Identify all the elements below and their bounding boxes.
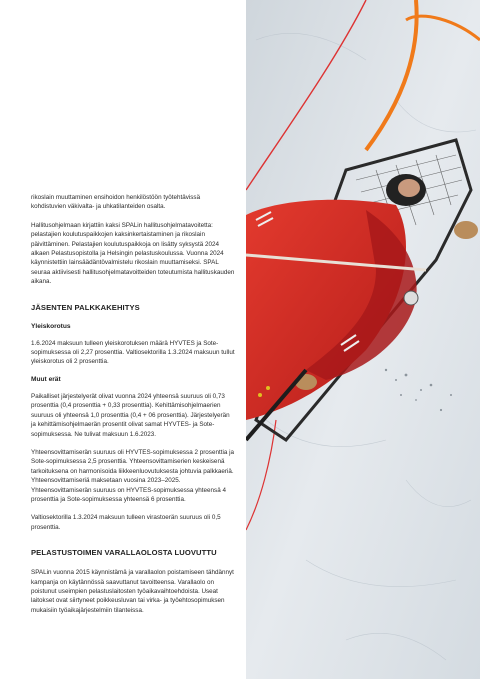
standby-heading: PELASTUSTOIMEN VARALLAOLOSTA LUOVUTTU	[31, 548, 217, 558]
text-column	[31, 193, 236, 624]
badge-icon	[404, 291, 418, 305]
other-items-heading: Muut erät	[31, 375, 61, 383]
other-items-paragraph-2: Yhteensovittamiserän suuruus oli HYVTES-sopimuksessa 2 prosenttia ja Sote-sopimuksessa 2,5 prosenttia. Yhteensovittamiserien keskeisenä tarkoituksena on harmonisoida liikkeenluovutuksesta johtuvia palkkaeriä. Yhteensovittamiseriä maksetaan vuosina 2023–2025. Yhteensovittamiserän suuruus on HYVTES-sopimuksessa yhteensä 4 prosenttia ja Sote-sopimuksessa yhteensä 6 prosenttia.	[31, 448, 234, 503]
pay-heading: JÄSENTEN PALKKAKEHITYS	[31, 302, 140, 312]
intro-paragraph-2: Hallitusohjelmaan kirjattiin kaksi SPALin hallitusohjelmatavoitetta: pelastajien koulutuspaikkojen kaksinkertaistaminen ja rikoslain päivittäminen. Pelastajien koulutuspaikkoja on lisätty syksystä 2024 alkaen Pelastusopistolla ja Helsingin pelastuskoulussa. Vuonna 2024 käynnistettiin lainsäädäntövalmistelu rikoslain muuttamiseksi. SPAL seuraa aktiivisesti hallitusohjelmatavoitteiden toteutumista hallituskauden aikana.	[31, 221, 235, 286]
glove-right	[454, 221, 478, 239]
general-raise-paragraph: 1.6.2024 maksuun tulleen yleiskorotuksen määrä HYVTES ja Sote-sopimuksessa oli 2,27 prosenttia. Valtiosektorilla 1.3.2024 maksuun tullut yleiskorotus oli 2 prosenttia.	[31, 339, 235, 366]
ice-rescue-photo	[246, 0, 480, 679]
standby-paragraph: SPALin vuonna 2015 käynnistämä ja varallaolon poistamiseen tähdännyt kampanja on käytännössä saavuttanut tavoitteensa. Varallaolo on poistunut useimpien pelastuslaitosten työaikavaihtoehdoista. Useat laitokset ovat siirtyneet poikkeusluvan tai virka- ja työehtosopimuksen mukaisiin työaikajärjestelmiin tilanteissa.	[31, 569, 234, 614]
ice-rescue-photo-svg	[246, 0, 480, 679]
other-items-paragraph-3: Valtiosektorilla 1.3.2024 maksuun tulleen virastoerän suuruus oli 0,5 prosenttia.	[31, 514, 221, 531]
other-items-paragraph-1: Paikalliset järjestelyerät olivat vuonna 2024 yhteensä suuruus oli 0,73 prosenttia (0,4 prosenttia + 0,33 prosenttia). Kehittämisohjelmaerien suuruus oli yhteensä 1,0 prosenttia (0,4 + 06 prosenttia). Järjestelyerän ja kehittämisohjelmaerän prosentit olivat samat HYVTES- ja Sote-sopimuksessa. Ne tulivat maksuun 1.6.2023.	[31, 392, 230, 438]
general-raise-heading: Yleiskorotus	[31, 322, 71, 330]
reflector-dot	[258, 393, 262, 397]
reflector-dot	[266, 386, 270, 390]
intro-paragraph-1: rikoslain muuttaminen ensihoidon henkilöstöön työtehtävissä kohdistuvien väkivalta- ja uhkatilanteiden osalta.	[31, 194, 201, 211]
face	[398, 179, 420, 197]
